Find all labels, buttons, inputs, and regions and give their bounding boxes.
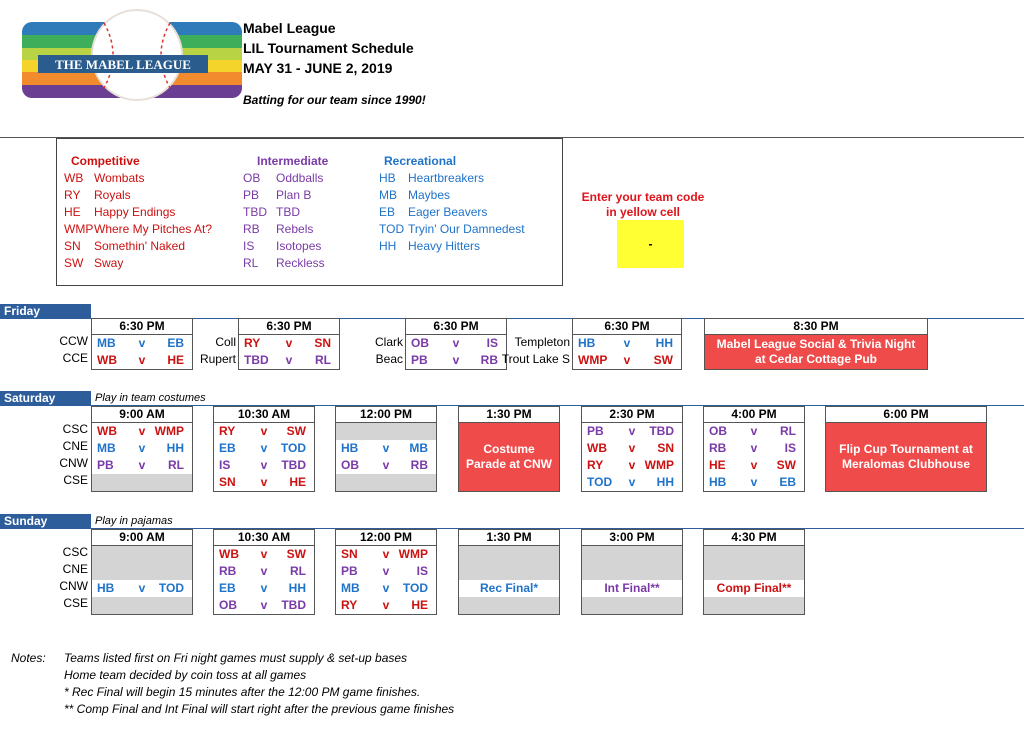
legend-team-code: PB xyxy=(243,188,260,202)
legend-team-name: Sway xyxy=(94,256,124,270)
game-row xyxy=(92,335,192,352)
versus: v xyxy=(138,458,146,472)
final-game: Int Final** xyxy=(582,580,682,597)
versus: v xyxy=(628,475,636,489)
versus: v xyxy=(628,458,636,472)
home-team: HB xyxy=(709,475,727,489)
home-team: EB xyxy=(219,441,236,455)
game-row xyxy=(92,580,192,597)
game-row xyxy=(336,563,436,580)
legend-team-name: Reckless xyxy=(276,256,325,270)
note-line: ** Comp Final and Int Final will start right after the previous game finishes xyxy=(64,702,455,716)
legend-team-code: IS xyxy=(243,239,255,253)
game-row xyxy=(214,423,314,440)
legend-team-code: HB xyxy=(379,171,396,185)
tagline: Batting for our team since 1990! xyxy=(243,93,426,107)
team-code-input[interactable]: - xyxy=(617,220,684,268)
home-team: WB xyxy=(219,547,239,561)
empty-slot xyxy=(459,546,559,563)
legend-team-name: Where My Pitches At? xyxy=(94,222,213,236)
day-label-saturday: Saturday xyxy=(0,391,91,406)
game-block xyxy=(704,318,928,370)
legend-team-code: SW xyxy=(64,256,84,270)
legend-team-code: RL xyxy=(243,256,259,270)
versus: v xyxy=(260,598,268,612)
away-team: SW xyxy=(286,424,306,438)
legend-team-name: Isotopes xyxy=(276,239,322,253)
versus: v xyxy=(382,581,390,595)
game-row xyxy=(214,563,314,580)
game-block xyxy=(703,406,805,492)
home-team: TOD xyxy=(587,475,613,489)
home-team: RB xyxy=(709,441,727,455)
home-team: PB xyxy=(341,564,358,578)
game-row xyxy=(406,352,506,369)
versus: v xyxy=(260,475,268,489)
game-row xyxy=(704,474,804,491)
versus: v xyxy=(623,336,631,350)
home-team: EB xyxy=(219,581,236,595)
legend-team-code: EB xyxy=(379,205,396,219)
legend-heading-recreational: Recreational xyxy=(384,154,457,168)
legend-team-name: Eager Beavers xyxy=(408,205,488,219)
game-block xyxy=(572,318,682,370)
home-team: MB xyxy=(341,581,360,595)
home-team: TBD xyxy=(244,353,269,367)
versus: v xyxy=(260,441,268,455)
legend-team-code: RY xyxy=(64,188,81,202)
game-block xyxy=(213,406,315,492)
away-team: IS xyxy=(486,336,498,350)
game-row xyxy=(406,335,506,352)
home-team: RB xyxy=(219,564,237,578)
time-slot-header: 8:30 PM xyxy=(705,319,927,335)
versus: v xyxy=(260,581,268,595)
legend-team-name: Wombats xyxy=(94,171,145,185)
empty-slot xyxy=(704,546,804,563)
empty-slot xyxy=(92,474,192,491)
field-label: CCW xyxy=(59,334,88,348)
game-row xyxy=(214,580,314,597)
home-team: OB xyxy=(709,424,727,438)
game-row xyxy=(92,457,192,474)
game-row xyxy=(704,457,804,474)
empty-slot xyxy=(459,597,559,614)
game-row xyxy=(336,440,436,457)
game-row xyxy=(214,546,314,563)
game-row xyxy=(704,440,804,457)
empty-slot xyxy=(336,423,436,440)
field-label: CSC xyxy=(62,545,88,559)
legend-team-name: Rebels xyxy=(276,222,314,236)
mabel-league-logo xyxy=(22,8,242,106)
field-label: Rupert xyxy=(199,352,236,366)
field-label: Beac xyxy=(375,352,403,366)
game-row xyxy=(92,352,192,369)
versus: v xyxy=(260,564,268,578)
away-team: EB xyxy=(167,336,184,350)
versus: v xyxy=(285,353,293,367)
home-team: WB xyxy=(97,353,117,367)
empty-slot xyxy=(582,597,682,614)
legend-team-name: Royals xyxy=(94,188,131,202)
game-row xyxy=(582,423,682,440)
schedule-dates: MAY 31 - JUNE 2, 2019 xyxy=(243,60,393,76)
versus: v xyxy=(382,441,390,455)
away-team: HE xyxy=(411,598,428,612)
home-team: OB xyxy=(341,458,359,472)
game-row xyxy=(573,352,681,369)
note-line: Teams listed first on Fri night games must supply & set-up bases xyxy=(64,651,408,665)
away-team: RB xyxy=(410,458,428,472)
home-team: RY xyxy=(587,458,604,472)
field-label: Coll xyxy=(215,335,236,349)
field-label: CSE xyxy=(63,596,88,610)
versus: v xyxy=(138,424,146,438)
field-label: Templeton xyxy=(514,335,570,349)
away-team: RL xyxy=(315,353,331,367)
team-legend xyxy=(56,138,563,286)
versus: v xyxy=(260,458,268,472)
versus: v xyxy=(628,424,636,438)
versus: v xyxy=(750,424,758,438)
empty-slot xyxy=(92,546,192,563)
home-team: HE xyxy=(709,458,726,472)
field-label: Clark xyxy=(374,335,403,349)
time-slot-header: 6:00 PM xyxy=(826,407,986,423)
away-team: SW xyxy=(653,353,673,367)
game-row xyxy=(239,335,339,352)
away-team: HE xyxy=(289,475,306,489)
game-block xyxy=(335,529,437,615)
legend-team-name: Happy Endings xyxy=(94,205,176,219)
field-label: Trout Lake S xyxy=(501,352,570,366)
home-team: RY xyxy=(219,424,236,438)
away-team: IS xyxy=(784,441,796,455)
game-block xyxy=(581,529,683,615)
versus: v xyxy=(382,564,390,578)
game-row xyxy=(336,457,436,474)
legend-team-code: TBD xyxy=(243,205,267,219)
away-team: TOD xyxy=(158,581,184,595)
empty-slot xyxy=(582,563,682,580)
team-code-prompt: Enter your team code in yellow cell xyxy=(581,190,705,219)
game-row xyxy=(582,440,682,457)
legend-team-code: RB xyxy=(243,222,260,236)
versus: v xyxy=(138,581,146,595)
home-team: PB xyxy=(411,353,428,367)
note-line: Home team decided by coin toss at all games xyxy=(64,668,307,682)
game-row xyxy=(336,546,436,563)
away-team: TBD xyxy=(281,598,306,612)
home-team: OB xyxy=(219,598,237,612)
game-row xyxy=(582,474,682,491)
event-text: Flip Cup Tournament at Meralomas Clubhouse xyxy=(839,442,973,471)
game-row xyxy=(704,423,804,440)
away-team: IS xyxy=(416,564,428,578)
away-team: RL xyxy=(780,424,796,438)
versus: v xyxy=(260,547,268,561)
home-team: HB xyxy=(97,581,115,595)
time-slot-header: 1:30 PM xyxy=(459,530,559,546)
home-team: MB xyxy=(97,441,116,455)
time-slot-header: 6:30 PM xyxy=(92,319,192,335)
away-team: SN xyxy=(657,441,674,455)
away-team: HH xyxy=(166,441,184,455)
day-label-friday: Friday xyxy=(0,304,91,319)
away-team: TOD xyxy=(280,441,306,455)
away-team: TOD xyxy=(402,581,428,595)
away-team: TBD xyxy=(649,424,674,438)
home-team: RY xyxy=(341,598,358,612)
legend-team-code: WMP xyxy=(64,222,94,236)
final-game: Comp Final** xyxy=(704,580,804,597)
home-team: MB xyxy=(97,336,116,350)
away-team: RL xyxy=(290,564,306,578)
game-block xyxy=(825,406,987,492)
legend-team-name: Maybes xyxy=(408,188,451,202)
home-team: OB xyxy=(411,336,429,350)
home-team: WB xyxy=(587,441,607,455)
empty-slot xyxy=(704,563,804,580)
time-slot-header: 6:30 PM xyxy=(239,319,339,335)
away-team: EB xyxy=(779,475,796,489)
game-row xyxy=(214,474,314,491)
sunday-note: Play in pajamas xyxy=(95,515,173,527)
day-label-sunday: Sunday xyxy=(0,514,91,529)
game-row xyxy=(214,597,314,614)
game-block xyxy=(91,318,193,370)
time-slot-header: 6:30 PM xyxy=(573,319,681,335)
logo-text: THE MABEL LEAGUE xyxy=(55,57,191,72)
game-block xyxy=(91,406,193,492)
legend-team-name: Oddballs xyxy=(276,171,324,185)
away-team: HH xyxy=(656,475,674,489)
home-team: HB xyxy=(341,441,359,455)
versus: v xyxy=(452,336,460,350)
final-game: Rec Final* xyxy=(459,580,559,597)
empty-slot xyxy=(92,597,192,614)
time-slot-header: 9:00 AM xyxy=(92,407,192,423)
versus: v xyxy=(260,424,268,438)
game-row xyxy=(214,457,314,474)
away-team: HH xyxy=(655,336,673,350)
legend-heading-competitive: Competitive xyxy=(71,154,140,168)
away-team: WMP xyxy=(154,424,184,438)
home-team: WMP xyxy=(578,353,608,367)
versus: v xyxy=(285,336,293,350)
versus: v xyxy=(138,353,146,367)
away-team: TBD xyxy=(281,458,306,472)
time-slot-header: 10:30 AM xyxy=(214,407,314,423)
time-slot-header: 1:30 PM xyxy=(459,407,559,423)
field-label: CNW xyxy=(59,456,88,470)
event-cell xyxy=(459,423,559,491)
legend-team-code: SN xyxy=(64,239,81,253)
game-block xyxy=(458,406,560,492)
versus: v xyxy=(750,441,758,455)
away-team: WMP xyxy=(398,547,428,561)
league-name: Mabel League xyxy=(243,20,336,36)
field-label: CNW xyxy=(59,579,88,593)
legend-team-code: HE xyxy=(64,205,81,219)
game-block xyxy=(703,529,805,615)
field-label: CNE xyxy=(62,439,88,453)
legend-team-code: MB xyxy=(379,188,397,202)
legend-team-name: Heavy Hitters xyxy=(408,239,481,253)
away-team: RL xyxy=(168,458,184,472)
versus: v xyxy=(138,336,146,350)
legend-team-name: Tryin' Our Damnedest xyxy=(408,222,525,236)
note-line: * Rec Final will begin 15 minutes after the 12:00 PM game finishes. xyxy=(64,685,421,699)
time-slot-header: 12:00 PM xyxy=(336,530,436,546)
away-team: MB xyxy=(409,441,428,455)
empty-slot xyxy=(704,597,804,614)
empty-slot xyxy=(459,563,559,580)
home-team: RY xyxy=(244,336,261,350)
event-cell xyxy=(705,335,927,369)
legend-team-name: Somethin' Naked xyxy=(94,239,186,253)
game-row xyxy=(92,423,192,440)
field-label: CSE xyxy=(63,473,88,487)
versus: v xyxy=(628,441,636,455)
home-team: PB xyxy=(97,458,114,472)
saturday-note: Play in team costumes xyxy=(95,392,206,404)
legend-heading-intermediate: Intermediate xyxy=(257,154,329,168)
game-block xyxy=(91,529,193,615)
game-row xyxy=(336,597,436,614)
time-slot-header: 12:00 PM xyxy=(336,407,436,423)
event-text: Mabel League Social & Trivia Night at Cedar Cottage Pub xyxy=(716,337,916,366)
game-block xyxy=(238,318,340,370)
game-row xyxy=(92,440,192,457)
game-block xyxy=(213,529,315,615)
away-team: HE xyxy=(167,353,184,367)
event-text: Costume Parade at CNW xyxy=(465,442,553,471)
legend-team-name: TBD xyxy=(276,205,300,219)
field-label: CSC xyxy=(62,422,88,436)
empty-slot xyxy=(92,563,192,580)
empty-slot xyxy=(336,474,436,491)
versus: v xyxy=(452,353,460,367)
versus: v xyxy=(382,598,390,612)
time-slot-header: 10:30 AM xyxy=(214,530,314,546)
game-row xyxy=(336,580,436,597)
notes-label: Notes: xyxy=(11,651,46,665)
versus: v xyxy=(382,458,390,472)
away-team: SW xyxy=(776,458,796,472)
away-team: SW xyxy=(286,547,306,561)
away-team: HH xyxy=(288,581,306,595)
game-row xyxy=(239,352,339,369)
versus: v xyxy=(750,458,758,472)
home-team: HB xyxy=(578,336,596,350)
away-team: RB xyxy=(480,353,498,367)
field-label: CCE xyxy=(62,351,88,365)
game-block xyxy=(335,406,437,492)
home-team: IS xyxy=(219,458,231,472)
home-team: PB xyxy=(587,424,604,438)
time-slot-header: 6:30 PM xyxy=(406,319,506,335)
time-slot-header: 9:00 AM xyxy=(92,530,192,546)
game-row xyxy=(573,335,681,352)
legend-team-name: Plan B xyxy=(276,188,312,202)
legend-team-code: OB xyxy=(243,171,261,185)
time-slot-header: 3:00 PM xyxy=(582,530,682,546)
home-team: SN xyxy=(219,475,236,489)
versus: v xyxy=(623,353,631,367)
versus: v xyxy=(750,475,758,489)
game-block xyxy=(581,406,683,492)
legend-team-code: TOD xyxy=(379,222,405,236)
schedule-title: LIL Tournament Schedule xyxy=(243,40,414,56)
field-label: CNE xyxy=(62,562,88,576)
away-team: SN xyxy=(314,336,331,350)
game-block xyxy=(458,529,560,615)
versus: v xyxy=(138,441,146,455)
legend-team-code: HH xyxy=(379,239,397,253)
home-team: SN xyxy=(341,547,358,561)
game-row xyxy=(214,440,314,457)
time-slot-header: 4:30 PM xyxy=(704,530,804,546)
game-block xyxy=(405,318,507,370)
empty-slot xyxy=(582,546,682,563)
event-cell xyxy=(826,423,986,491)
legend-team-code: WB xyxy=(64,171,84,185)
time-slot-header: 4:00 PM xyxy=(704,407,804,423)
home-team: WB xyxy=(97,424,117,438)
away-team: WMP xyxy=(644,458,674,472)
versus: v xyxy=(382,547,390,561)
legend-team-name: Heartbreakers xyxy=(408,171,485,185)
game-row xyxy=(582,457,682,474)
time-slot-header: 2:30 PM xyxy=(582,407,682,423)
